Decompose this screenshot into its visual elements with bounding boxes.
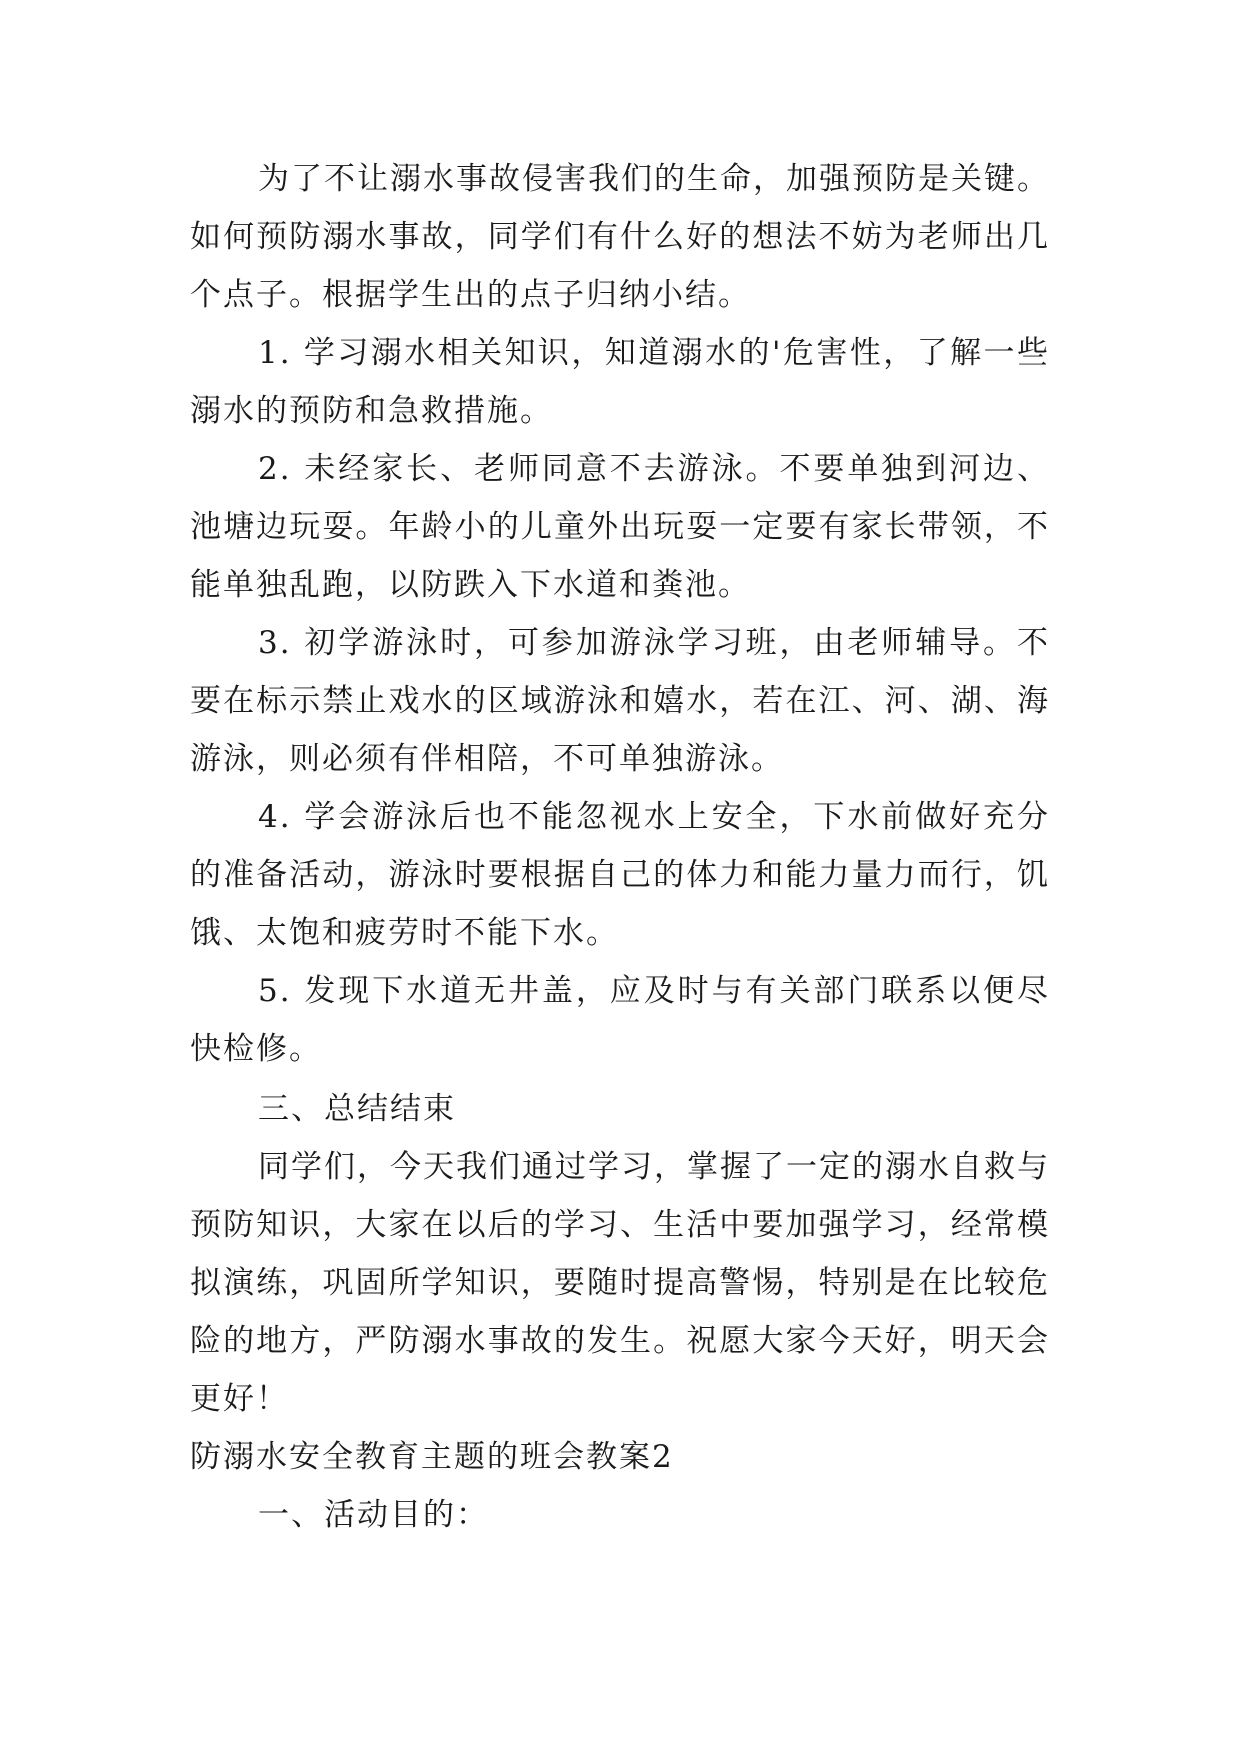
paragraph-summary: 同学们，今天我们通过学习，掌握了一定的溺水自救与预防知识，大家在以后的学习、生活中要加强学习，经常模拟演练，巩固所学知识，要随时提高警惕，特别是在比较危险的地方，严防溺水事故的发生。祝愿大家今天好，明天会更好！ bbox=[190, 1149, 1050, 1417]
section-heading-objectives: 一、活动目的： bbox=[258, 1497, 489, 1533]
section-heading-summary: 三、总结结束 bbox=[258, 1091, 456, 1127]
paragraph-point-5: 5. 发现下水道无井盖，应及时与有关部门联系以便尽快检修。 bbox=[190, 973, 1050, 1067]
paragraph-point-4: 4. 学会游泳后也不能忽视水上安全，下水前做好充分的准备活动，游泳时要根据自己的体力和能力量力而行，饥饿、太饱和疲劳时不能下水。 bbox=[190, 799, 1050, 951]
paragraph-point-3: 3. 初学游泳时，可参加游泳学习班，由老师辅导。不要在标示禁止戏水的区域游泳和嬉水，若在江、河、湖、海游泳，则必须有伴相陪，不可单独游泳。 bbox=[190, 625, 1050, 777]
document-page bbox=[190, 150, 1050, 1544]
document-title-lesson-2: 防溺水安全教育主题的班会教案2 bbox=[190, 1439, 674, 1475]
paragraph-point-1: 1. 学习溺水相关知识，知道溺水的'危害性，了解一些溺水的预防和急救措施。 bbox=[190, 335, 1050, 429]
paragraph-point-2: 2. 未经家长、老师同意不去游泳。不要单独到河边、池塘边玩耍。年龄小的儿童外出玩耍一定要有家长带领，不能单独乱跑，以防跌入下水道和粪池。 bbox=[190, 451, 1050, 603]
paragraph-prevention-intro: 为了不让溺水事故侵害我们的生命，加强预防是关键。如何预防溺水事故，同学们有什么好的想法不妨为老师出几个点子。根据学生出的点子归纳小结。 bbox=[190, 161, 1050, 313]
